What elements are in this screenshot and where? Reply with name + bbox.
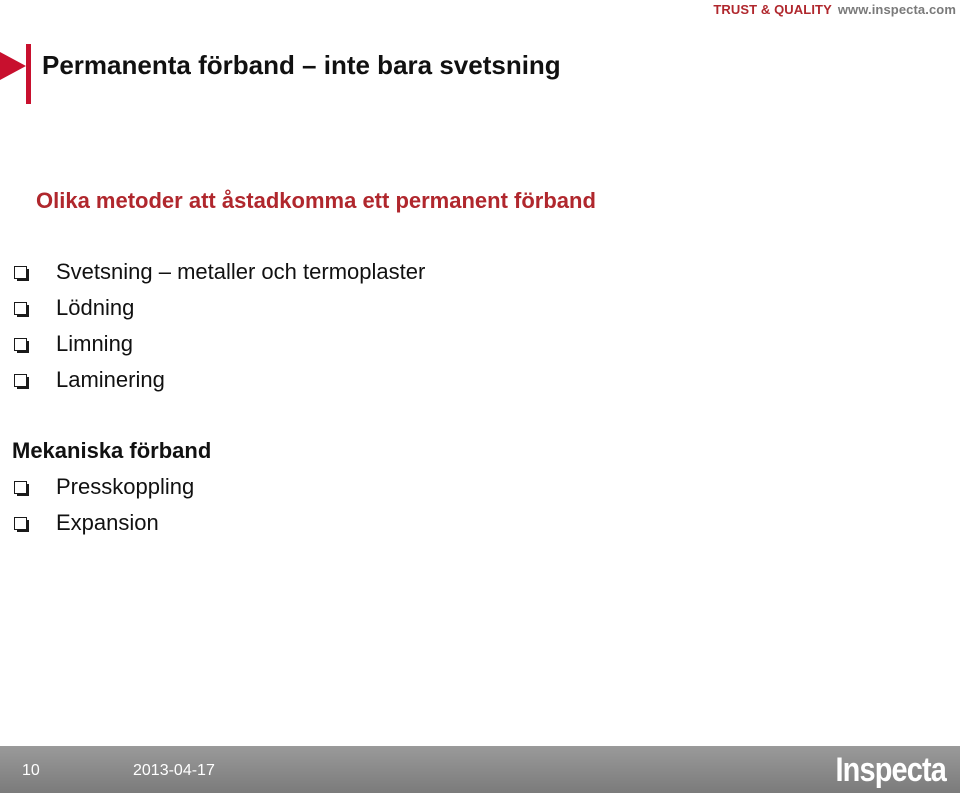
checkbox-bullet-icon <box>14 302 27 315</box>
slide-subtitle: Olika metoder att åstadkomma ett permanent förband <box>36 188 596 213</box>
list-item-text: Limning <box>56 331 134 356</box>
mechanical-heading: Mekaniska förband <box>12 438 212 463</box>
tagline-text: TRUST & QUALITY <box>713 2 832 17</box>
checkbox-bullet-icon <box>14 374 27 387</box>
page-number: 10 <box>22 762 40 779</box>
list-item <box>14 326 425 362</box>
permanent-methods-list <box>14 254 425 398</box>
list-item-text: Presskoppling <box>56 474 195 499</box>
inspecta-logo: Inspecta <box>835 751 946 789</box>
mechanical-methods-list <box>14 469 194 541</box>
list-item <box>14 362 425 398</box>
list-item-text: Svetsning – metaller och termoplaster <box>56 259 426 284</box>
list-item <box>14 290 425 326</box>
list-item-text: Laminering <box>56 367 165 392</box>
checkbox-bullet-icon <box>14 517 27 530</box>
checkbox-bullet-icon <box>14 481 27 494</box>
website-url: www.inspecta.com <box>837 2 956 17</box>
slide-date: 2013-04-17 <box>133 762 215 779</box>
header-tagline <box>713 2 956 17</box>
list-item <box>14 469 194 505</box>
checkbox-bullet-icon <box>14 338 27 351</box>
list-item-text: Expansion <box>56 510 159 535</box>
list-item <box>14 505 194 541</box>
list-item-text: Lödning <box>56 295 135 320</box>
list-item <box>14 254 425 290</box>
slide-footer <box>0 746 960 793</box>
slide-title: Permanenta förband – inte bara svetsning <box>42 50 561 80</box>
checkbox-bullet-icon <box>14 266 27 279</box>
inspecta-arrow-mark-icon <box>0 44 34 104</box>
